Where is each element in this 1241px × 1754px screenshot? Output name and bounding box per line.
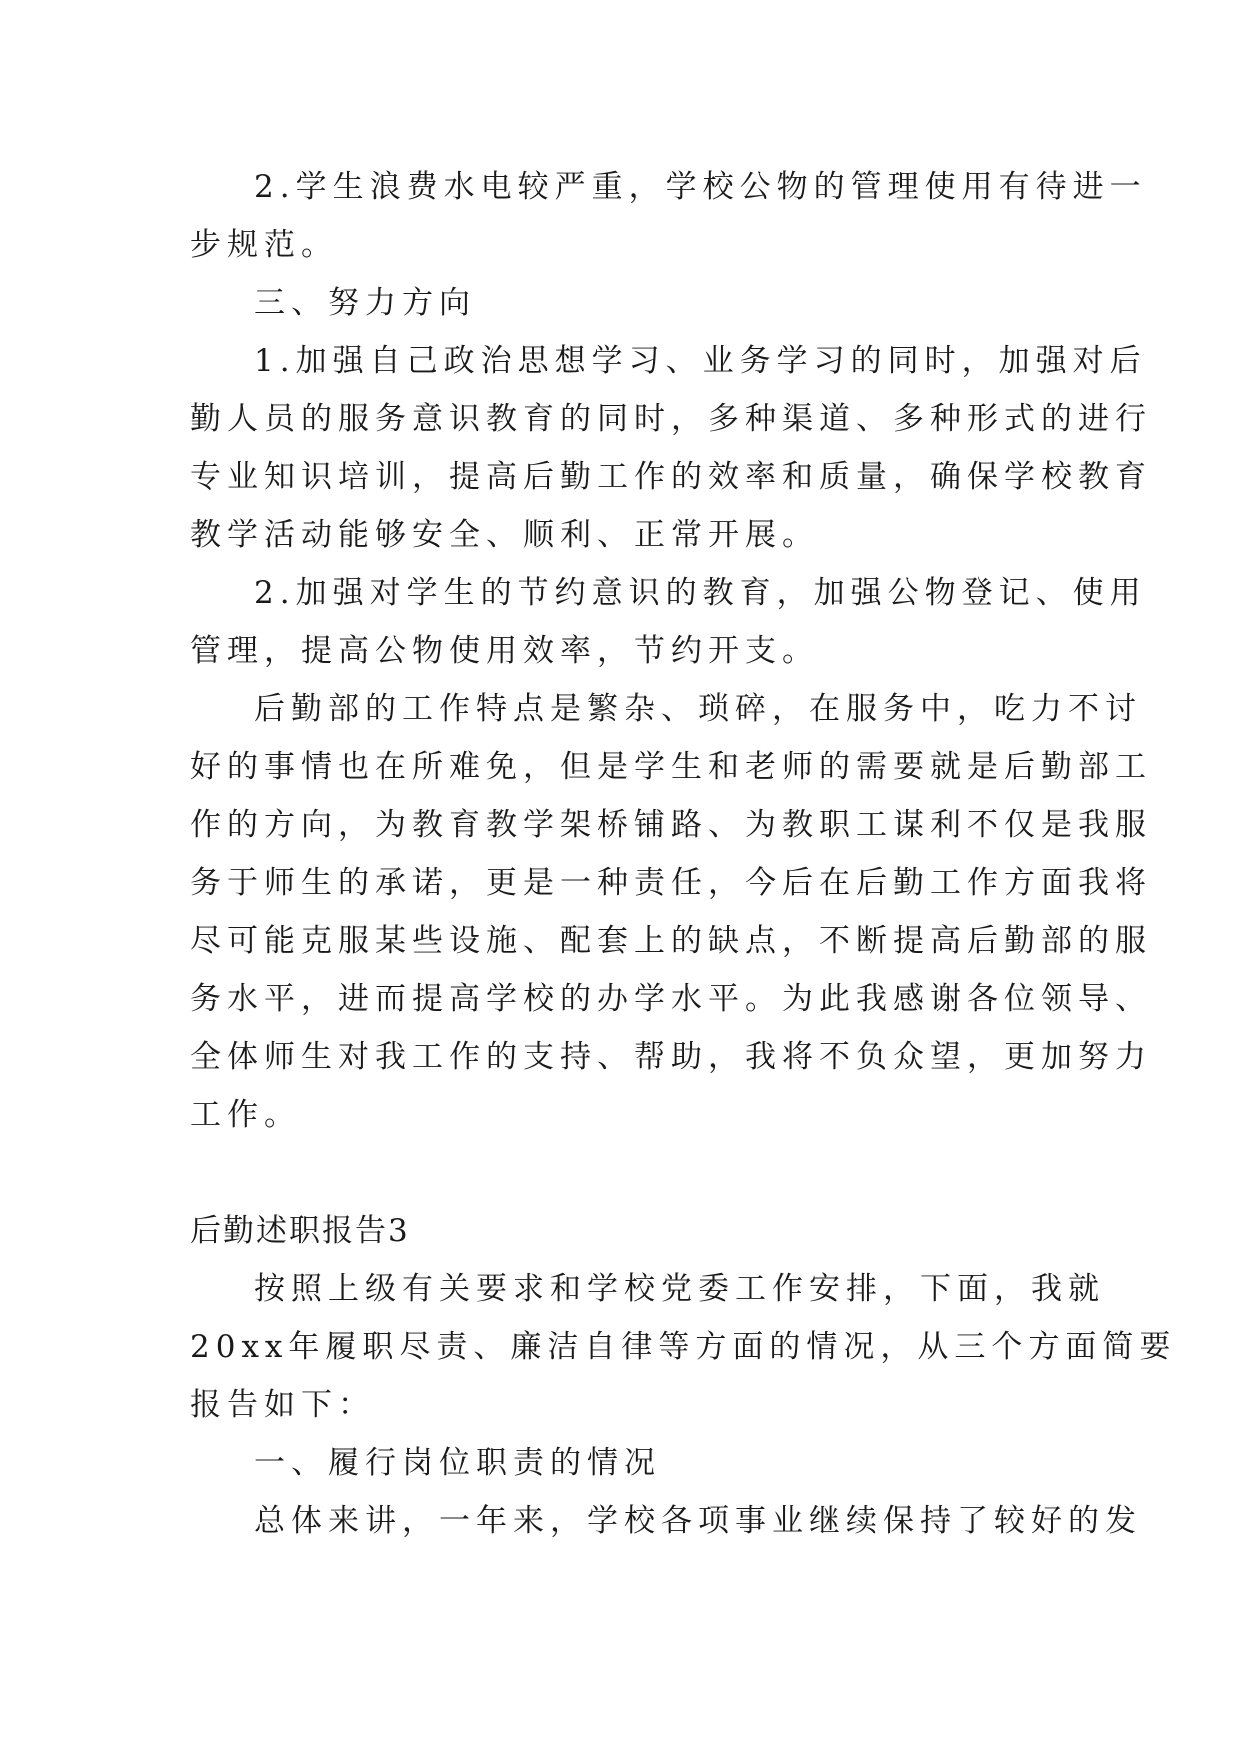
paragraph-line: 2.加强对学生的节约意识的教育，加强公物登记、使用 [254,575,1147,611]
section-spacer [190,1144,1060,1202]
paragraph-line: 2.学生浪费水电较严重，学校公物的管理使用有待进一 [254,169,1147,205]
paragraph-line: 作的方向，为教育教学架桥铺路、为教职工谋利不仅是我服 [190,807,1152,843]
paragraph-line: 1.加强自己政治思想学习、业务学习的同时，加强对后 [254,343,1147,379]
report-title: 后勤述职报告3 [190,1213,410,1249]
paragraph-line: 按照上级有关要求和学校党委工作安排，下面，我就 [254,1271,1105,1307]
paragraph-line: 步规范。 [190,227,338,263]
paragraph-line: 务水平，进而提高学校的办学水平。为此我感谢各位领导、 [190,981,1152,1017]
body-text [190,158,1177,1550]
section-heading: 一、履行岗位职责的情况 [254,1445,661,1481]
section-heading: 三、努力方向 [254,285,476,321]
paragraph-line: 专业知识培训，提高后勤工作的效率和质量，确保学校教育 [190,459,1152,495]
paragraph-line: 20xx年履职尽责、廉洁自律等方面的情况，从三个方面简要 [190,1329,1177,1365]
paragraph-line: 尽可能克服某些设施、配套上的缺点，不断提高后勤部的服 [190,923,1152,959]
paragraph-line: 后勤部的工作特点是繁杂、琐碎，在服务中，吃力不讨 [254,691,1142,727]
paragraph-line: 勤人员的服务意识教育的同时，多种渠道、多种形式的进行 [190,401,1152,437]
paragraph-line: 管理，提高公物使用效率，节约开支。 [190,633,819,669]
paragraph-line: 全体师生对我工作的支持、帮助，我将不负众望，更加努力 [190,1039,1152,1075]
paragraph-line: 教学活动能够安全、顺利、正常开展。 [190,517,819,553]
paragraph-line: 好的事情也在所难免，但是学生和老师的需要就是后勤部工 [190,749,1152,785]
paragraph-line: 报告如下： [190,1387,375,1423]
paragraph-line: 务于师生的承诺，更是一种责任，今后在后勤工作方面我将 [190,865,1152,901]
paragraph-line: 总体来讲，一年来，学校各项事业继续保持了较好的发 [254,1503,1142,1539]
paragraph-line: 工作。 [190,1097,301,1133]
